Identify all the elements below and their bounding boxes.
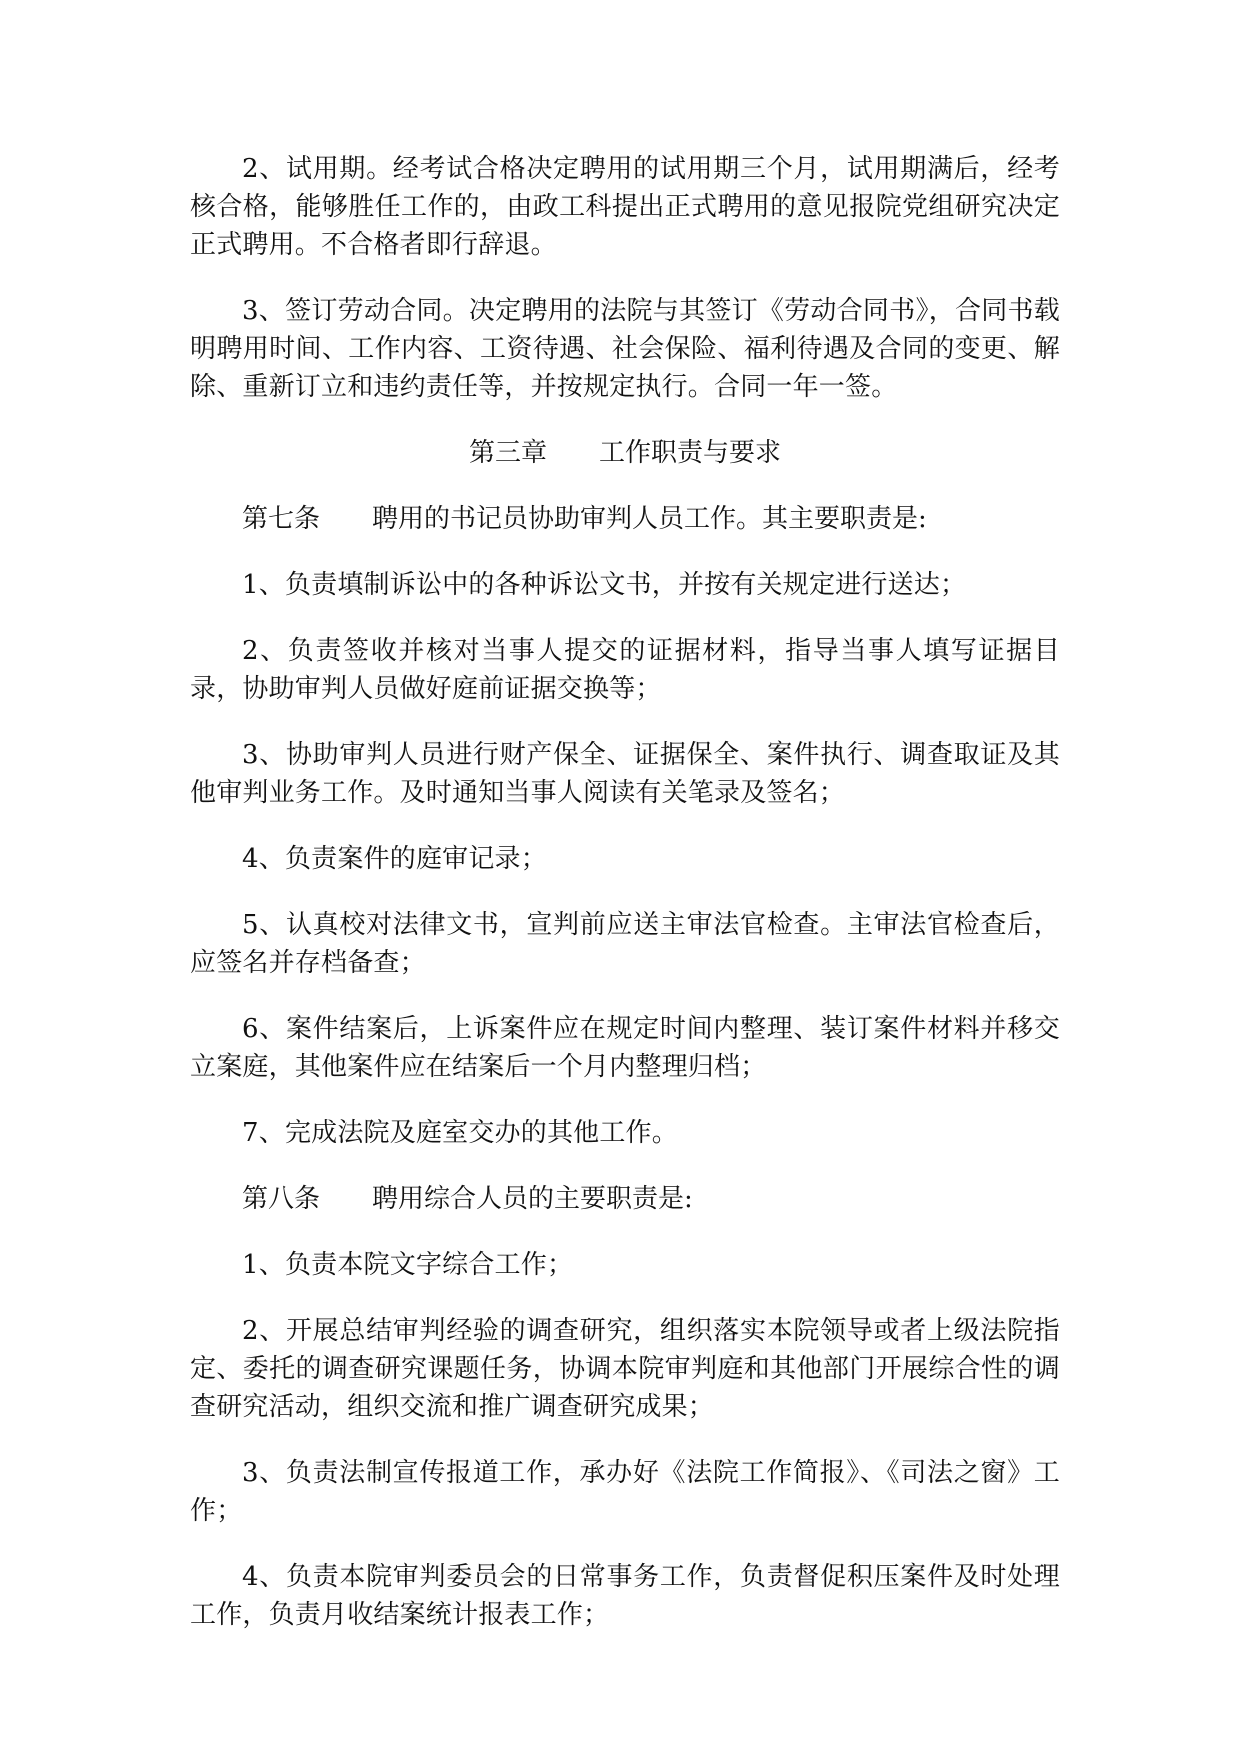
article-seven-heading: 第七条 聘用的书记员协助审判人员工作。其主要职责是: bbox=[242, 504, 927, 534]
staff-duty-4: 4、负责本院审判委员会的日常事务工作，负责督促积压案件及时处理工作，负责月收结案统计报表工作； bbox=[190, 1562, 1060, 1630]
article-eight-heading: 第八条 聘用综合人员的主要职责是: bbox=[242, 1184, 693, 1214]
chapter-three-heading: 第三章 工作职责与要求 bbox=[468, 438, 781, 468]
clerk-duty-5: 5、认真校对法律文书，宣判前应送主审法官检查。主审法官检查后，应签名并存档备查； bbox=[190, 910, 1060, 978]
document-page bbox=[190, 150, 1060, 1662]
clerk-duty-7: 7、完成法院及庭室交办的其他工作。 bbox=[242, 1118, 678, 1148]
clerk-duty-3: 3、协助审判人员进行财产保全、证据保全、案件执行、调查取证及其他审判业务工作。及时通知当事人阅读有关笔录及签名； bbox=[190, 740, 1060, 808]
clerk-duty-2: 2、负责签收并核对当事人提交的证据材料，指导当事人填写证据目录，协助审判人员做好庭前证据交换等； bbox=[190, 636, 1060, 704]
clerk-duty-6: 6、案件结案后，上诉案件应在规定时间内整理、装订案件材料并移交立案庭，其他案件应在结案后一个月内整理归档； bbox=[190, 1014, 1060, 1082]
labor-contract-paragraph: 3、签订劳动合同。决定聘用的法院与其签订《劳动合同书》，合同书载明聘用时间、工作内容、工资待遇、社会保险、福利待遇及合同的变更、解除、重新订立和违约责任等，并按规定执行。合同一年一签。 bbox=[190, 296, 1060, 402]
staff-duty-3: 3、负责法制宣传报道工作，承办好《法院工作简报》、《司法之窗》工作； bbox=[190, 1458, 1060, 1526]
staff-duty-1: 1、负责本院文字综合工作； bbox=[242, 1250, 574, 1280]
staff-duty-2: 2、开展总结审判经验的调查研究，组织落实本院领导或者上级法院指定、委托的调查研究课题任务，协调本院审判庭和其他部门开展综合性的调查研究活动，组织交流和推广调查研究成果； bbox=[190, 1316, 1060, 1422]
probation-paragraph: 2、试用期。经考试合格决定聘用的试用期三个月，试用期满后，经考核合格，能够胜任工作的，由政工科提出正式聘用的意见报院党组研究决定正式聘用。不合格者即行辞退。 bbox=[190, 154, 1060, 260]
clerk-duty-1: 1、负责填制诉讼中的各种诉讼文书，并按有关规定进行送达； bbox=[242, 570, 967, 600]
clerk-duty-4: 4、负责案件的庭审记录； bbox=[242, 844, 547, 874]
